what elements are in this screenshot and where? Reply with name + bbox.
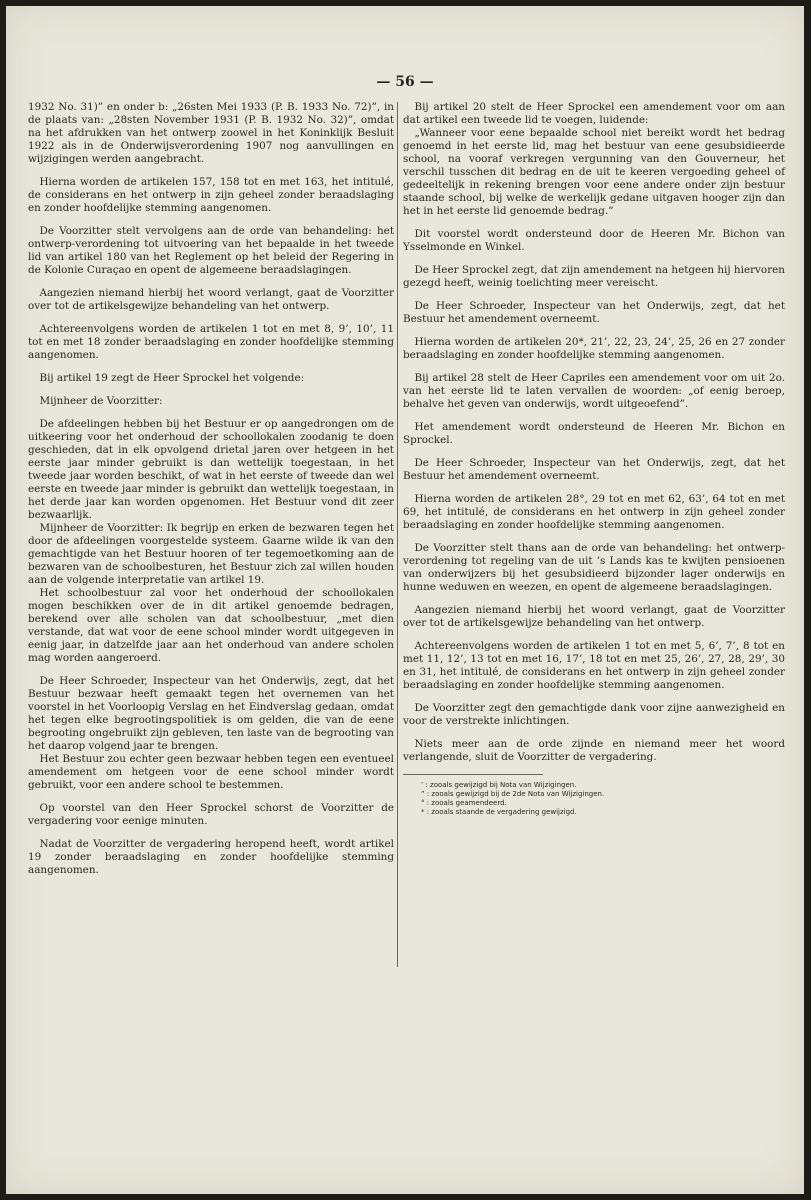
page-number: — 56 — <box>376 74 434 90</box>
paragraph: Achtereenvolgens worden de artikelen 1 tot en met 8, 9’, 10’, 11 tot en met 18 zonder beraadslaging en zonder hoofdelijke stemming aangenomen. <box>28 323 394 361</box>
paragraph: De Heer Schroeder, Inspecteur van het Onderwijs, zegt, dat het Bestuur het amendement overneemt. <box>403 300 785 325</box>
paragraph: Niets meer aan de orde zijnde en niemand meer het woord verlangende, sluit de Voorzitter de vergadering. <box>403 738 785 763</box>
paragraph: De Heer Schroeder, Inspecteur van het Onderwijs, zegt, dat het Bestuur bezwaar heeft gemaakt tegen het overnemen van het voorstel in het Voorloopig Verslag en het Eindverslag gedaan, omdat het tegen elke begrootingspolitiek is om gelden, die van de eene begrooting ongebruikt zijn gebleven, ten laste van de begrooting van het daarop volgend jaar te brengen. <box>28 675 394 752</box>
paragraph: Het schoolbestuur zal voor het onderhoud der schoollokalen mogen beschikken over de in dit artikel genoemde bedragen, berekend over alle scholen van dat schoolbestuur, „met dien verstande, dat wat voor de eene school minder wordt uitgegeven in eenig jaar, in datzelfde jaar aan het onderhoud van andere scholen mag worden aangeroerd. <box>28 587 394 664</box>
paragraph: „Wanneer voor eene bepaalde school niet bereikt wordt het bedrag genoemd in het eerste lid, mag het bestuur van eene gesubsidieerde school, na vooraf verkregen vergunning van den Gouverneur, het verschil tusschen dit bedrag en de uit te keeren vergoeding geheel of gedeeltelijk in rekening brengen voor eene andere onder zijn bestuur staande school, bij welke de werkelijk gedane uitgaven hooger zijn dan het in het eerste lid genoemde bedrag.” <box>403 127 785 217</box>
paragraph: De Heer Schroeder, Inspecteur van het Onderwijs, zegt, dat het Bestuur het amendement overneemt. <box>403 457 785 482</box>
paragraph: Aangezien niemand hierbij het woord verlangt, gaat de Voorzitter over tot de artikelsgewijze behandeling van het ontwerp. <box>403 604 785 629</box>
paragraph: Het Bestuur zou echter geen bezwaar hebben tegen een eventueel amendement om hetgeen voor de eene school minder wordt gebruikt, voor een andere school te bestemmen. <box>28 753 394 791</box>
paragraph: Bij artikel 28 stelt de Heer Capriles een amendement voor om uit 2o. van het eerste lid te laten vervallen de woorden: „of eenig beroep, behalve het geven van onderwijs, wordt uitgeoefend”. <box>403 372 785 410</box>
paragraph: De afdeelingen hebben bij het Bestuur er op aangedrongen om de uitkeering voor het onderhoud der schoollokalen zoodanig te doen geschieden, dat in elk opvolgend drietal jaren over hetgeen in het eerste jaar minder gebruikt is dan wettelijk toegestaan, in het tweede jaar worden beschikt, of wat in het eerste of tweede dan wel eerste en tweede jaar minder is gebruikt dan wettelijk toegestaan, in het derde jaar kan worden opgenomen. Het Bestuur vond dit zeer bezwaarlijk. <box>28 418 394 521</box>
paragraph: Mijnheer de Voorzitter: Ik begrijp en erken de bezwaren tegen het door de afdeelingen voorgestelde systeem. Gaarne wilde ik van den gemachtigde van het Bestuur hooren of ter tegemoetkoming aan de bezwaren van de schoolbesturen, het Bestuur zich zal willen houden aan de volgende interpretatie van artikel 19. <box>28 522 394 586</box>
paragraph: Mijnheer de Voorzitter: <box>39 395 163 407</box>
paragraph: De Voorzitter zegt den gemachtigde dank voor zijne aanwezigheid en voor de verstrekte inlichtingen. <box>403 702 785 727</box>
paragraph: Bij artikel 19 zegt de Heer Sprockel het volgende: <box>39 372 305 384</box>
column-divider <box>397 102 398 967</box>
footnote: ’ : zooals gewijzigd bij Nota van Wijzigingen. <box>421 781 577 789</box>
paragraph: Dit voorstel wordt ondersteund door de Heeren Mr. Bichon van Ysselmonde en Winkel. <box>403 228 785 253</box>
paragraph: Achtereenvolgens worden de artikelen 1 tot en met 5, 6’, 7’, 8 tot en met 11, 12’, 13 tot en met 16, 17’, 18 tot en met 25, 26’, 27, 28, 29’, 30 en 31, het intitulé, de considerans en het ontwerp in zijn geheel zonder beraadslaging en zonder hoofdelijke stemming aangenomen. <box>403 640 785 691</box>
paragraph: 1932 No. 31)” en onder b: „26sten Mei 1933 (P. B. 1933 No. 72)”, in de plaats van: „28sten November 1931 (P. B. 1932 No. 32)”, omdat na het afdrukken van het ontwerp zoowel in het Koninklijk Besluit 1922 als in de Onderwijsverordening 1907 nog aanvullingen en wijzigingen werden aangebracht. <box>28 101 394 165</box>
footnote: ” : zooals gewijzigd bij de 2de Nota van Wijzigingen. <box>421 790 605 798</box>
footnote-rule <box>403 774 543 781</box>
right-column <box>403 101 785 817</box>
footnote: ° : zooals geamendeerd. <box>421 799 507 807</box>
paragraph: Op voorstel van den Heer Sprockel schorst de Voorzitter de vergadering voor eenige minuten. <box>28 802 394 827</box>
paragraph: Aangezien niemand hierbij het woord verlangt, gaat de Voorzitter over tot de artikelsgewijze behandeling van het ontwerp. <box>28 287 394 312</box>
paragraph: Hierna worden de artikelen 20*, 21’, 22, 23, 24’, 25, 26 en 27 zonder beraadslaging en zonder hoofdelijke stemming aangenomen. <box>403 336 785 361</box>
paragraph: Bij artikel 20 stelt de Heer Sprockel een amendement voor om aan dat artikel een tweede lid te voegen, luidende: <box>403 101 785 126</box>
paragraph: De Voorzitter stelt vervolgens aan de orde van behandeling: het ontwerp-verordening tot uitvoering van het bepaalde in het tweede lid van artikel 180 van het Reglement op het beleid der Regering in de Kolonie Curaçao en opent de algemeene beraadslagingen. <box>28 225 394 276</box>
paragraph: Hierna worden de artikelen 28°, 29 tot en met 62, 63’, 64 tot en met 69, het intitulé, de considerans en het ontwerp in zijn geheel zonder beraadslaging en zonder hoofdelijke stemming aangenomen. <box>403 493 785 531</box>
footnote: * : zooals staande de vergadering gewijzigd. <box>421 808 577 816</box>
paragraph: De Voorzitter stelt thans aan de orde van behandeling: het ontwerp-verordening tot regeling van de uit ’s Lands kas te kwijten pensioenen van onderwijzers bij het gesubsidieerd bijzonder lager onderwijs en hunne weduwen en weezen, en opent de algemeene beraadslagingen. <box>403 542 785 593</box>
paragraph: Hierna worden de artikelen 157, 158 tot en met 163, het intitulé, de considerans en het ontwerp in zijn geheel zonder beraadslaging en zonder hoofdelijke stemming aangenomen. <box>28 176 394 214</box>
left-column <box>28 101 394 887</box>
paragraph: Het amendement wordt ondersteund de Heeren Mr. Bichon en Sprockel. <box>403 421 785 446</box>
paragraph: Nadat de Voorzitter de vergadering heropend heeft, wordt artikel 19 zonder beraadslaging en zonder hoofdelijke stemming aangenomen. <box>28 838 394 876</box>
paragraph: De Heer Sprockel zegt, dat zijn amendement na hetgeen hij hiervoren gezegd heeft, weinig toelichting meer vereischt. <box>403 264 785 289</box>
document-page <box>6 6 804 1194</box>
